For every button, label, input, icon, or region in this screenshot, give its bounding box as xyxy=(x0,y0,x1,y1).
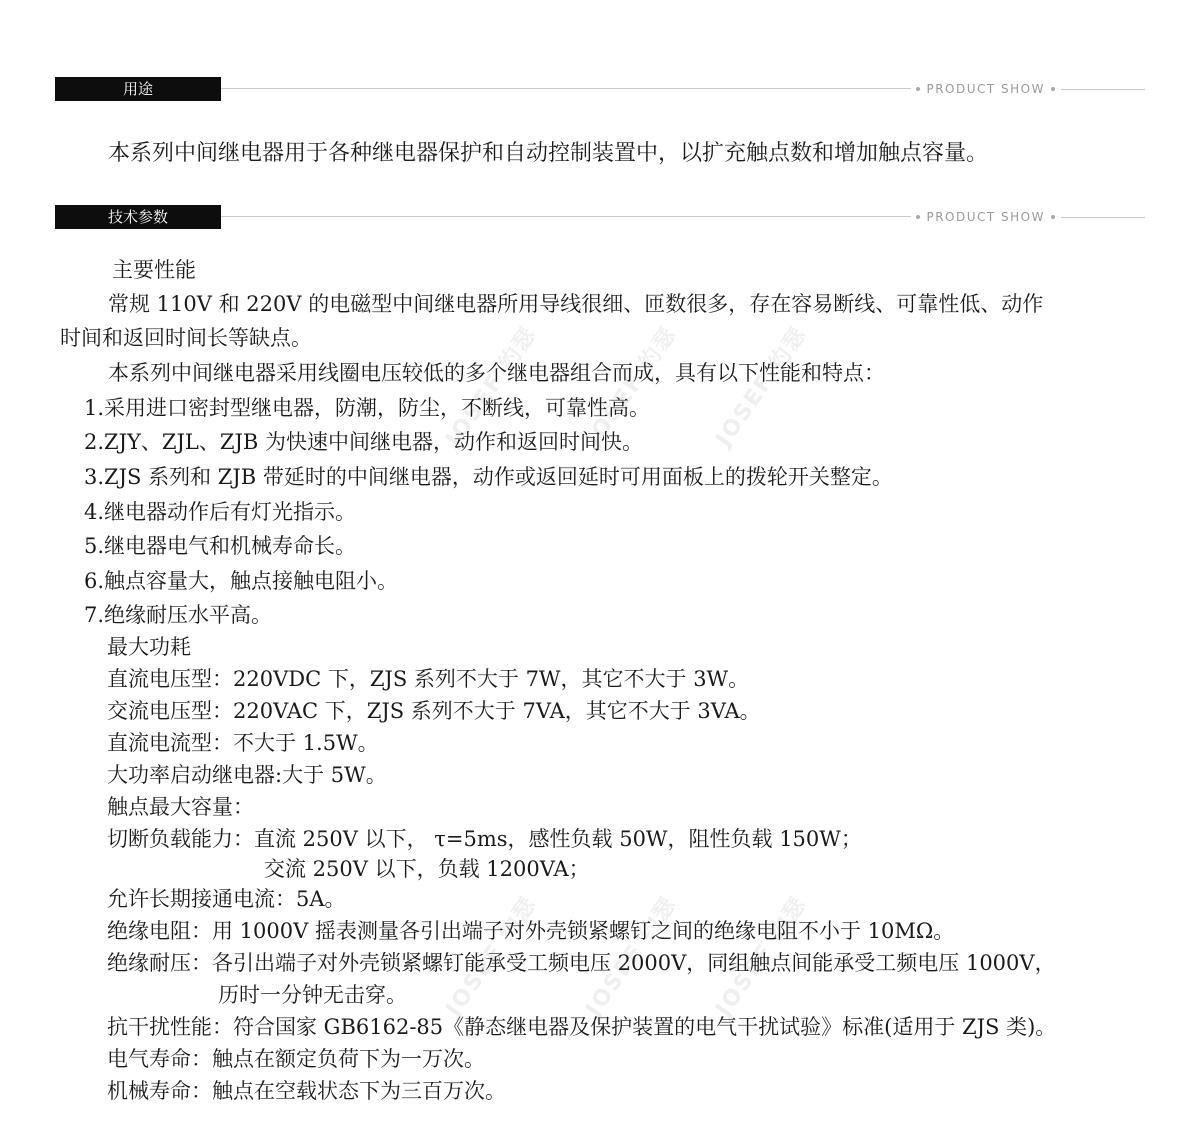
section-divider xyxy=(221,88,911,89)
feature-item: 3.ZJS 系列和 ZJB 带延时的中间继电器，动作或返回延时可用面板上的拨轮开关整定。 xyxy=(84,465,893,489)
section-header-tech-params xyxy=(55,205,1145,229)
section-title: 技术参数 xyxy=(55,205,221,229)
section-tag xyxy=(910,81,1145,97)
watermark: JOSEF 约瑟 xyxy=(581,321,683,452)
dot-icon xyxy=(916,87,920,91)
section-header-usage xyxy=(55,77,1145,101)
spec-line: 机械寿命：触点在空载状态下为三百万次。 xyxy=(107,1079,506,1103)
spec-line: 直流电流型：不大于 1.5W。 xyxy=(107,731,379,755)
spec-line: 触点最大容量： xyxy=(107,795,254,819)
section-tag-text: PRODUCT SHOW xyxy=(926,82,1045,96)
feature-item: 1.采用进口密封型继电器，防潮，防尘，不断线，可靠性高。 xyxy=(84,396,651,420)
para1-line2: 时间和返回时间长等缺点。 xyxy=(60,326,312,350)
tag-divider xyxy=(1061,217,1145,218)
main-heading: 主要性能 xyxy=(112,258,196,282)
spec-line-continued: 历时一分钟无击穿。 xyxy=(218,983,407,1007)
intro-text: 本系列中间继电器用于各种继电器保护和自动控制装置中，以扩充触点数和增加触点容量。 xyxy=(108,141,989,166)
watermark: JOSEF 约瑟 xyxy=(711,891,813,1022)
watermark: JOSEF 约瑟 xyxy=(711,321,813,452)
spec-heading: 最大功耗 xyxy=(107,635,191,659)
spec-line: 电气寿命：触点在额定负荷下为一万次。 xyxy=(107,1047,485,1071)
spec-line: 切断负载能力：直流 250V 以下， τ=5ms，感性负载 50W，阻性负载 150W； xyxy=(107,827,862,851)
spec-line: 直流电压型：220VDC 下，ZJS 系列不大于 7W，其它不大于 3W。 xyxy=(107,667,750,691)
spec-line: 大功率启动继电器:大于 5W。 xyxy=(107,763,387,787)
para1-line1: 常规 110V 和 220V 的电磁型中间继电器所用导线很细、匝数很多，存在容易断线、可靠性低、动作 xyxy=(108,292,1044,316)
spec-line: 交流电压型：220VAC 下，ZJS 系列不大于 7VA，其它不大于 3VA。 xyxy=(107,699,761,723)
feature-item: 2.ZJY、ZJL、ZJB 为快速中间继电器，动作和返回时间快。 xyxy=(84,430,643,454)
para2: 本系列中间继电器采用线圈电压较低的多个继电器组合而成，具有以下性能和特点： xyxy=(108,361,885,385)
spec-line: 允许长期接通电流：5A。 xyxy=(107,887,346,911)
section-divider xyxy=(221,216,911,217)
tag-divider xyxy=(1061,89,1145,90)
spec-line: 绝缘电阻：用 1000V 摇表测量各引出端子对外壳锁紧螺钉之间的绝缘电阻不小于 10MΩ。 xyxy=(107,919,955,943)
section-title: 用途 xyxy=(55,77,221,101)
feature-item: 6.触点容量大，触点接触电阻小。 xyxy=(84,569,399,593)
dot-icon xyxy=(1051,215,1055,219)
watermark: JOSEF 约瑟 xyxy=(581,891,683,1022)
spec-line-continued: 交流 250V 以下，负载 1200VA； xyxy=(264,857,590,881)
spec-line: 抗干扰性能：符合国家 GB6162-85《静态继电器及保护装置的电气干扰试验》标准(适用于 ZJS 类)。 xyxy=(107,1015,1057,1039)
spec-line: 绝缘耐压：各引出端子对外壳锁紧螺钉能承受工频电压 2000V，同组触点间能承受工频电压 1000V， xyxy=(107,951,1056,975)
feature-item: 5.继电器电气和机械寿命长。 xyxy=(84,534,357,558)
feature-item: 7.绝缘耐压水平高。 xyxy=(84,603,273,627)
dot-icon xyxy=(1051,87,1055,91)
watermark: JOSEF 约瑟 xyxy=(441,321,543,452)
dot-icon xyxy=(916,215,920,219)
section-tag xyxy=(910,209,1145,225)
watermark: JOSEF 约瑟 xyxy=(441,891,543,1022)
feature-item: 4.继电器动作后有灯光指示。 xyxy=(84,500,357,524)
section-tag-text: PRODUCT SHOW xyxy=(926,210,1045,224)
